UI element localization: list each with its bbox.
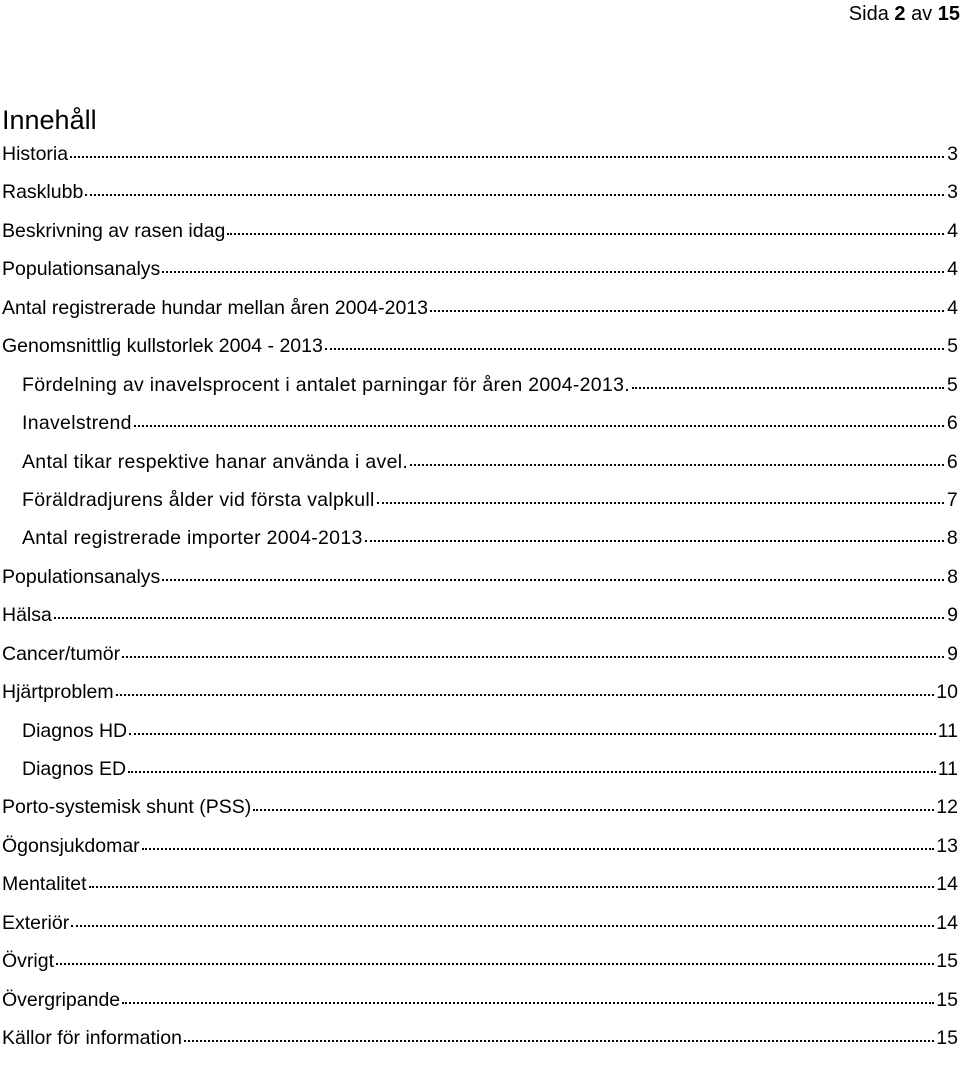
toc-entry-title: Övrigt [2, 950, 55, 973]
toc-entry-page-number: 4 [947, 258, 958, 281]
toc-entry[interactable] [0, 788, 960, 826]
toc-entry[interactable] [0, 904, 960, 942]
dot-leader [71, 909, 934, 929]
current-page-number: 2 [894, 3, 906, 25]
toc-entry-page-number: 11 [937, 719, 958, 742]
dot-leader [122, 986, 934, 1006]
dot-leader [227, 217, 944, 237]
toc-entry-page-number: 7 [946, 488, 958, 511]
toc-entry-page-number: 14 [936, 873, 958, 896]
toc-entry[interactable] [0, 981, 960, 1019]
dot-leader [253, 793, 934, 813]
toc-entry-title: Diagnos HD [22, 719, 128, 742]
dot-leader [134, 409, 944, 429]
toc-entry-page-number: 13 [936, 834, 958, 857]
toc-entry-page-number: 15 [936, 1027, 958, 1050]
toc-entry-page-number: 3 [947, 143, 958, 165]
dot-leader [70, 140, 944, 160]
toc-entry-title: Populationsanalys [2, 565, 161, 588]
toc-entry-title: Hälsa [2, 604, 52, 627]
page-of-label: av [911, 3, 933, 25]
toc-entry-page-number: 15 [936, 950, 958, 973]
toc-entry-title: Porto-systemisk shunt (PSS) [2, 796, 252, 819]
dot-leader [632, 371, 944, 391]
toc-entry-page-number: 11 [937, 758, 958, 780]
page-header [0, 2, 960, 26]
toc-entry-title: Cancer/tumör [2, 642, 121, 665]
toc-entry-page-number: 8 [947, 565, 958, 588]
dot-leader [85, 178, 944, 198]
dot-leader [142, 832, 935, 852]
toc-entry-title: Populationsanalys [2, 258, 161, 281]
dot-leader [162, 563, 944, 583]
toc-entry[interactable] [0, 519, 960, 557]
table-of-contents [0, 135, 960, 1058]
toc-entry-page-number: 5 [947, 335, 958, 358]
toc-entry[interactable] [0, 558, 960, 596]
toc-entry[interactable] [0, 366, 960, 404]
toc-entry-page-number: 9 [947, 604, 958, 627]
dot-leader [116, 678, 935, 698]
toc-entry[interactable] [0, 481, 960, 519]
toc-entry-title: Hjärtproblem [2, 681, 114, 704]
dot-leader [54, 601, 944, 621]
toc-entry-title: Antal tikar respektive hanar använda i avel. [22, 450, 409, 473]
toc-entry-page-number: 3 [947, 181, 958, 204]
toc-entry-title: Diagnos ED [22, 758, 127, 780]
toc-entry-page-number: 9 [947, 642, 958, 665]
toc-entry-title: Rasklubb [2, 181, 84, 204]
toc-entry[interactable] [0, 443, 960, 481]
toc-entry-title: Källor för information [2, 1027, 182, 1050]
toc-entry-page-number: 5 [946, 373, 958, 396]
toc-entry[interactable] [0, 942, 960, 980]
page-label: Sida [848, 3, 889, 25]
toc-entry-title: Antal registrerade importer 2004-2013 [22, 527, 363, 550]
toc-entry[interactable] [0, 250, 960, 288]
dot-leader [56, 947, 934, 967]
toc-entry-page-number: 8 [946, 527, 958, 550]
toc-entry-title: Antal registrerade hundar mellan åren 2004-2013 [2, 296, 429, 319]
toc-entry-title: Genomsnittlig kullstorlek 2004 - 2013 [2, 335, 323, 358]
toc-entry[interactable] [0, 827, 960, 865]
toc-entry[interactable] [0, 173, 960, 211]
toc-entry[interactable] [0, 135, 960, 173]
toc-title: Innehåll [2, 105, 97, 135]
dot-leader [128, 755, 936, 775]
toc-entry-page-number: 10 [936, 681, 958, 704]
toc-entry-title: Fördelning av inavelsprocent i antalet parningar för åren 2004-2013. [22, 373, 630, 396]
toc-entry-page-number: 12 [936, 796, 958, 819]
toc-entry-title: Ögonsjukdomar [2, 834, 140, 857]
toc-entry[interactable] [0, 212, 960, 250]
toc-entry-page-number: 6 [946, 450, 958, 473]
dot-leader [89, 870, 935, 890]
toc-entry-title: Inavelstrend [22, 412, 132, 435]
toc-entry-title: Exteriör [2, 911, 70, 934]
toc-entry[interactable] [0, 404, 960, 442]
dot-leader [365, 524, 944, 544]
toc-entry[interactable] [0, 750, 960, 788]
toc-entry-page-number: 14 [936, 911, 958, 934]
toc-entry[interactable] [0, 327, 960, 365]
toc-entry[interactable] [0, 673, 960, 711]
toc-entry[interactable] [0, 289, 960, 327]
toc-entry[interactable] [0, 1019, 960, 1057]
toc-entry-page-number: 4 [947, 296, 958, 319]
dot-leader [410, 448, 944, 468]
toc-entry-title: Mentalitet [2, 873, 87, 896]
dot-leader [122, 640, 944, 660]
toc-entry-title: Beskrivning av rasen idag [2, 219, 226, 242]
dot-leader [325, 332, 944, 352]
dot-leader [129, 717, 936, 737]
dot-leader [377, 486, 944, 506]
toc-entry-title: Övergripande [2, 988, 121, 1011]
toc-entry-page-number: 6 [946, 412, 958, 435]
total-pages-number: 15 [937, 3, 960, 25]
toc-entry[interactable] [0, 596, 960, 634]
toc-entry-title: Föräldradjurens ålder vid första valpkull [22, 488, 375, 511]
toc-entry-title: Historia [2, 143, 69, 165]
dot-leader [430, 294, 944, 314]
dot-leader [184, 1024, 934, 1044]
toc-entry[interactable] [0, 712, 960, 750]
toc-entry-page-number: 15 [936, 988, 958, 1011]
toc-entry[interactable] [0, 635, 960, 673]
toc-entry[interactable] [0, 865, 960, 903]
toc-entry-page-number: 4 [947, 219, 958, 242]
dot-leader [162, 255, 944, 275]
